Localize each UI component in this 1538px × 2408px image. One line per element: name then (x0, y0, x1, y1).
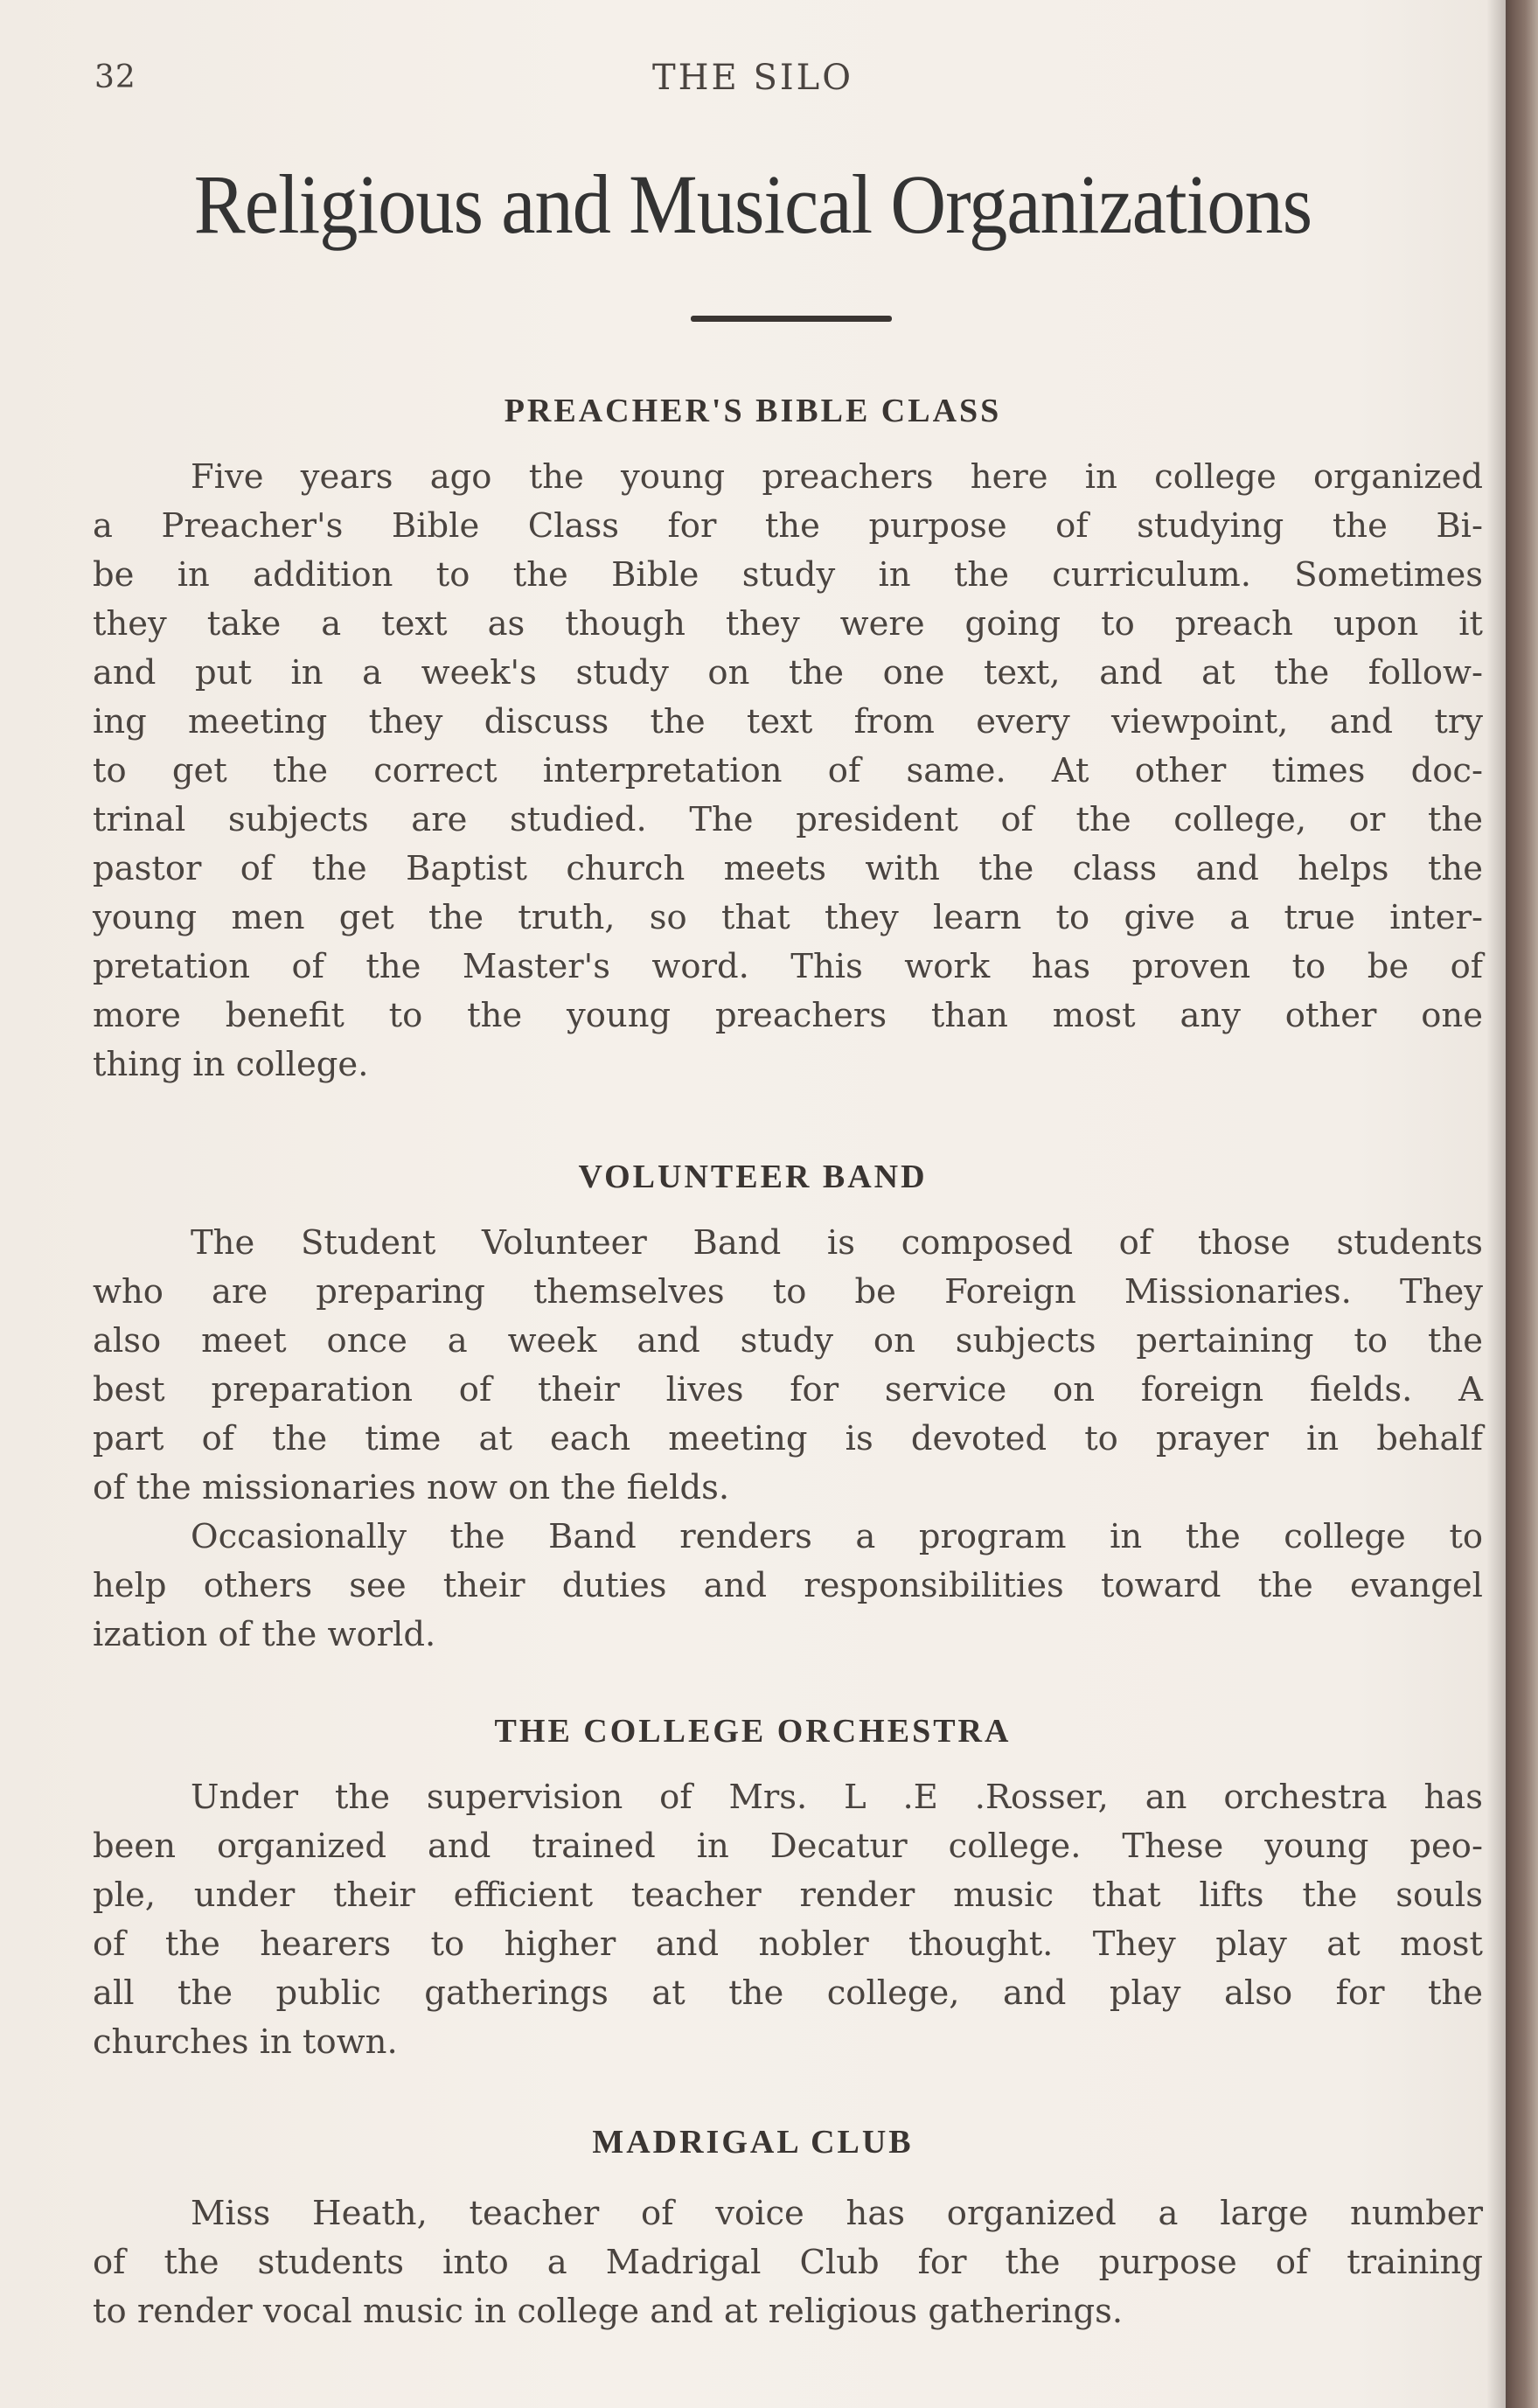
section-heading-preachers-bible-class: PREACHER'S BIBLE CLASS (504, 393, 1002, 429)
text-line: Occasionally the Band renders a program in the college to (191, 1517, 1483, 1556)
text-line: Miss Heath, teacher of voice has organized a large number (191, 2194, 1483, 2233)
text-line: young men get the truth, so that they learn to give a true inter- (93, 898, 1483, 937)
text-line: who are preparing themselves to be Foreign Missionaries. They (93, 1272, 1483, 1312)
running-head: THE SILO (651, 58, 854, 98)
text-line: Five years ago the young preachers here in college organized (191, 457, 1483, 497)
text-line: ple, under their efficient teacher render music that lifts the souls (93, 1876, 1483, 1915)
title-divider (691, 316, 892, 322)
paragraph-preachers-bible-class (93, 453, 1483, 1089)
section-heading-volunteer-band: VOLUNTEER BAND (578, 1159, 928, 1195)
text-line: they take a text as though they were going to preach upon it (93, 604, 1483, 644)
page-number: 32 (94, 59, 136, 95)
text-line: thing in college. (93, 1045, 369, 1084)
section-heading-college-orchestra: THE COLLEGE ORCHESTRA (494, 1713, 1012, 1750)
text-line: of the hearers to higher and nobler thought. They play at most (93, 1924, 1483, 1964)
text-line: churches in town. (93, 2022, 398, 2062)
text-line: best preparation of their lives for service on foreign fields. A (93, 1370, 1483, 1409)
paragraph-volunteer-band-1 (93, 1219, 1483, 1513)
text-line: a Preacher's Bible Class for the purpose of studying the Bi- (93, 506, 1483, 546)
text-line: help others see their duties and responsibilities toward the evangel (93, 1566, 1483, 1605)
text-line: The Student Volunteer Band is composed of those students (191, 1223, 1483, 1263)
text-line: be in addition to the Bible study in the curriculum. Sometimes (93, 555, 1483, 595)
text-line: trinal subjects are studied. The president of the college, or the (93, 800, 1483, 839)
text-line: to get the correct interpretation of same. At other times doc- (93, 751, 1483, 790)
text-line: been organized and trained in Decatur college. These young peo- (93, 1827, 1483, 1866)
text-line: of the missionaries now on the fields. (93, 1468, 730, 1507)
text-line: also meet once a week and study on subjects pertaining to the (93, 1321, 1483, 1361)
text-line: more benefit to the young preachers than most any other one (93, 996, 1483, 1035)
text-line: ization of the world. (93, 1615, 436, 1654)
page-title: Religious and Musical Organizations (193, 157, 1312, 251)
book-binding-edge (1506, 0, 1538, 2408)
section-heading-madrigal-club: MADRIGAL CLUB (592, 2124, 914, 2161)
paragraph-madrigal-club (93, 2189, 1483, 2336)
page-gutter-shadow (1486, 0, 1506, 2408)
text-line: pastor of the Baptist church meets with the class and helps the (93, 849, 1483, 888)
paragraph-volunteer-band-2 (93, 1513, 1483, 1660)
text-line: and put in a week's study on the one text, and at the follow- (93, 653, 1483, 692)
text-line: part of the time at each meeting is devoted to prayer in behalf (93, 1419, 1483, 1458)
text-line: Under the supervision of Mrs. L .E .Rosser, an orchestra has (191, 1778, 1483, 1817)
paragraph-college-orchestra (93, 1773, 1483, 2067)
text-line: to render vocal music in college and at religious gatherings. (93, 2292, 1124, 2331)
text-line: ing meeting they discuss the text from every viewpoint, and try (93, 702, 1483, 741)
text-line: all the public gatherings at the college, and play also for the (93, 1973, 1483, 2013)
text-line: of the students into a Madrigal Club for the purpose of training (93, 2243, 1483, 2282)
text-line: pretation of the Master's word. This work has proven to be of (93, 947, 1483, 986)
